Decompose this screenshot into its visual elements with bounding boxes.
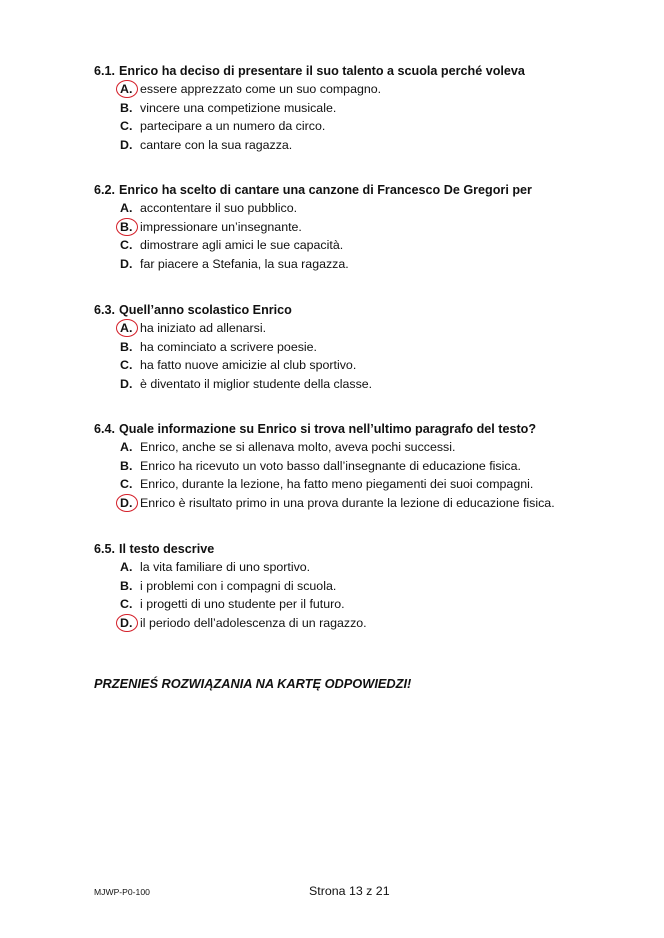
answer-option-d[interactable] — [120, 494, 634, 513]
option-text: la vita familiare di uno sportivo. — [140, 560, 311, 574]
answer-circle-mark — [116, 80, 138, 98]
answer-option-d[interactable] — [120, 614, 634, 633]
option-letter: C. — [120, 597, 133, 612]
option-text: il periodo dell’adolescenza di un ragazzo. — [140, 616, 367, 631]
answer-option-b[interactable] — [120, 577, 634, 596]
answer-option-a[interactable] — [120, 438, 634, 457]
question-number: 6.3. — [94, 303, 116, 317]
option-text: far piacere a Stefania, la sua ragazza. — [140, 257, 349, 272]
option-letter: D. — [120, 138, 133, 153]
option-text: Enrico, durante la lezione, ha fatto meno piegamenti dei suoi compagni. — [140, 477, 534, 492]
option-text: i progetti di uno studente per il futuro. — [140, 597, 345, 612]
answer-option-a[interactable] — [120, 558, 634, 577]
answer-option-b[interactable] — [120, 338, 634, 357]
answer-option-a[interactable] — [120, 80, 634, 99]
option-letter: D. — [120, 494, 140, 513]
question-prompt: Enrico ha scelto di cantare una canzone di Francesco De Gregori per — [119, 183, 532, 197]
answer-circle-mark — [116, 218, 138, 236]
option-letter: B. — [120, 339, 133, 354]
option-letter: B. — [120, 458, 133, 473]
option-letter: C. — [120, 238, 133, 253]
answer-option-b[interactable] — [120, 218, 634, 237]
option-letter: B. — [120, 578, 133, 593]
option-letter: D. — [120, 257, 133, 272]
option-letter: A. — [120, 560, 133, 574]
answer-option-c[interactable] — [120, 475, 634, 494]
question-prompt: Quell’anno scolastico Enrico — [119, 303, 292, 317]
question-6-1 — [94, 62, 634, 155]
option-text: accontentare il suo pubblico. — [140, 201, 298, 215]
option-text: ha iniziato ad allenarsi. — [140, 321, 267, 335]
question-6-5 — [94, 540, 634, 633]
answer-circle-mark — [116, 319, 138, 337]
answer-circle-mark — [116, 614, 138, 632]
option-text: ha cominciato a scrivere poesie. — [140, 339, 317, 354]
option-text: cantare con la sua ragazza. — [140, 138, 293, 153]
question-prompt: Il testo descrive — [119, 542, 215, 556]
answer-option-c[interactable] — [120, 356, 634, 375]
option-text: i problemi con i compagni di scuola. — [140, 578, 337, 593]
option-letter: B. — [120, 218, 140, 237]
answer-option-c[interactable] — [120, 117, 634, 136]
option-letter: B. — [120, 100, 133, 115]
page-number: Strona 13 z 21 — [309, 884, 390, 898]
question-prompt: Quale informazione su Enrico si trova nell’ultimo paragrafo del testo? — [119, 422, 537, 436]
option-letter: A. — [120, 319, 140, 338]
option-letter: A. — [120, 201, 133, 215]
question-6-4 — [94, 420, 634, 513]
option-letter: A. — [120, 440, 133, 454]
option-text: Enrico è risultato primo in una prova durante la lezione di educazione fisica. — [140, 496, 555, 511]
option-text: Enrico ha ricevuto un voto basso dall’insegnante di educazione fisica. — [140, 458, 521, 473]
question-6-3 — [94, 301, 634, 394]
answer-option-a[interactable] — [120, 319, 634, 338]
option-letter: C. — [120, 477, 133, 492]
option-text: essere apprezzato come un suo compagno. — [140, 82, 382, 96]
option-text: impressionare un’insegnante. — [140, 219, 302, 234]
answer-option-c[interactable] — [120, 595, 634, 614]
option-letter: C. — [120, 358, 133, 373]
option-text: è diventato il miglior studente della classe. — [140, 377, 373, 392]
question-number: 6.4. — [94, 422, 116, 436]
question-number: 6.1. — [94, 64, 116, 78]
option-letter: D. — [120, 377, 133, 392]
answer-option-a[interactable] — [120, 199, 634, 218]
question-number: 6.5. — [94, 542, 116, 556]
answer-option-d[interactable] — [120, 375, 634, 394]
exam-code: MJWP-P0-100 — [94, 887, 150, 897]
answer-option-b[interactable] — [120, 457, 634, 476]
option-text: Enrico, anche se si allenava molto, aveva pochi successi. — [140, 440, 456, 454]
answer-option-c[interactable] — [120, 236, 634, 255]
option-text: dimostrare agli amici le sue capacità. — [140, 238, 344, 253]
option-letter: C. — [120, 119, 133, 134]
answer-option-b[interactable] — [120, 99, 634, 118]
option-text: vincere una competizione musicale. — [140, 100, 337, 115]
transfer-answers-instruction: PRZENIEŚ ROZWIĄZANIA NA KARTĘ ODPOWIEDZI! — [94, 676, 412, 691]
option-text: ha fatto nuove amicizie al club sportivo. — [140, 358, 357, 373]
answer-circle-mark — [116, 494, 138, 512]
option-letter: A. — [120, 80, 140, 99]
answer-option-d[interactable] — [120, 255, 634, 274]
option-letter: D. — [120, 614, 140, 633]
question-number: 6.2. — [94, 183, 116, 197]
question-prompt: Enrico ha deciso di presentare il suo talento a scuola perché voleva — [119, 64, 525, 78]
option-text: partecipare a un numero da circo. — [140, 119, 326, 134]
question-6-2 — [94, 181, 634, 274]
answer-option-d[interactable] — [120, 136, 634, 155]
